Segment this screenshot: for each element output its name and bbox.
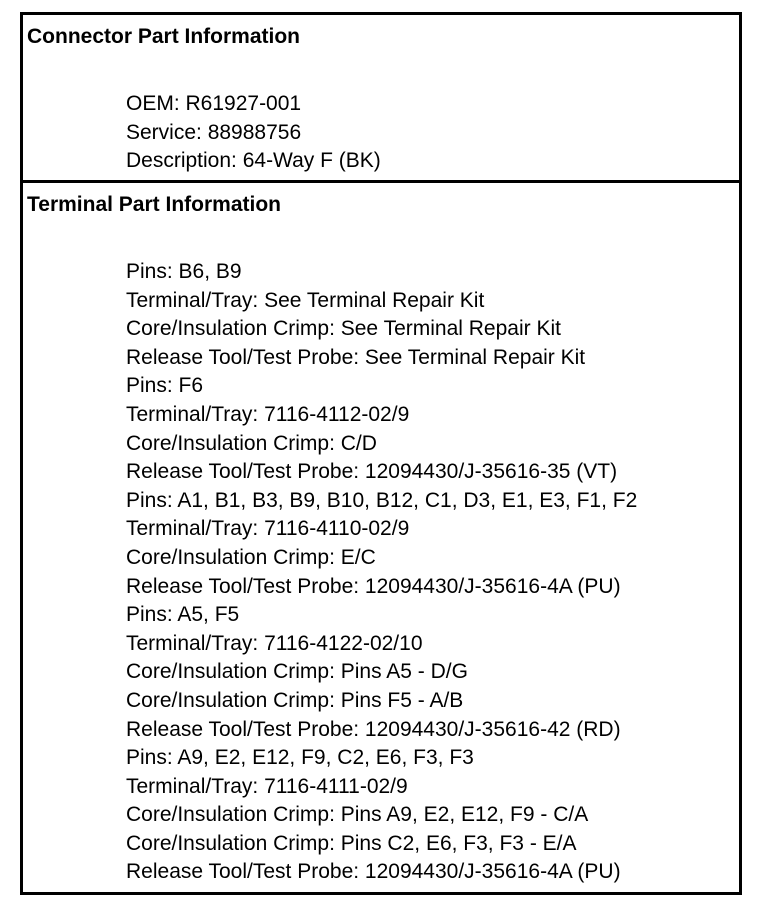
terminal-line: Pins: A9, E2, E12, F9, C2, E6, F3, F3 bbox=[126, 746, 474, 770]
terminal-line: Release Tool/Test Probe: 12094430/J-35616-35 (VT) bbox=[126, 460, 618, 484]
terminal-part-lines bbox=[126, 258, 637, 887]
terminal-line: Core/Insulation Crimp: Pins C2, E6, F3, F3 - E/A bbox=[126, 831, 577, 855]
terminal-line: Terminal/Tray: See Terminal Repair Kit bbox=[126, 288, 485, 312]
connector-line-description: Description: 64-Way F (BK) bbox=[126, 149, 381, 173]
terminal-line: Pins: F6 bbox=[126, 374, 204, 398]
terminal-line: Release Tool/Test Probe: 12094430/J-35616-4A (PU) bbox=[126, 574, 621, 598]
terminal-line: Release Tool/Test Probe: 12094430/J-35616-4A (PU) bbox=[126, 860, 621, 884]
terminal-line: Terminal/Tray: 7116-4112-02/9 bbox=[126, 402, 410, 426]
terminal-line: Core/Insulation Crimp: Pins F5 - A/B bbox=[126, 688, 464, 712]
terminal-line: Terminal/Tray: 7116-4122-02/10 bbox=[126, 631, 423, 655]
terminal-line: Core/Insulation Crimp: Pins A5 - D/G bbox=[126, 660, 468, 684]
part-information-table bbox=[20, 12, 742, 895]
connector-line-service: Service: 88988756 bbox=[126, 120, 302, 144]
terminal-part-heading: Terminal Part Information bbox=[27, 193, 281, 216]
terminal-part-section bbox=[23, 183, 739, 892]
terminal-line: Terminal/Tray: 7116-4111-02/9 bbox=[126, 774, 408, 798]
terminal-line: Core/Insulation Crimp: C/D bbox=[126, 431, 377, 455]
terminal-line: Release Tool/Test Probe: 12094430/J-35616-42 (RD) bbox=[126, 717, 621, 741]
connector-part-section bbox=[23, 15, 739, 180]
terminal-line: Core/Insulation Crimp: See Terminal Repair Kit bbox=[126, 317, 561, 341]
terminal-line: Core/Insulation Crimp: Pins A9, E2, E12, F9 - C/A bbox=[126, 803, 589, 827]
terminal-line: Pins: A1, B1, B3, B9, B10, B12, C1, D3, E1, E3, F1, F2 bbox=[126, 488, 638, 512]
connector-part-lines bbox=[126, 90, 381, 176]
connector-line-oem: OEM: R61927-001 bbox=[126, 92, 302, 115]
connector-part-heading: Connector Part Information bbox=[27, 25, 301, 48]
terminal-line: Release Tool/Test Probe: See Terminal Repair Kit bbox=[126, 345, 586, 369]
terminal-line: Pins: A5, F5 bbox=[126, 603, 240, 627]
terminal-line: Terminal/Tray: 7116-4110-02/9 bbox=[126, 517, 410, 541]
terminal-line: Pins: B6, B9 bbox=[126, 260, 242, 283]
terminal-line: Core/Insulation Crimp: E/C bbox=[126, 545, 376, 569]
